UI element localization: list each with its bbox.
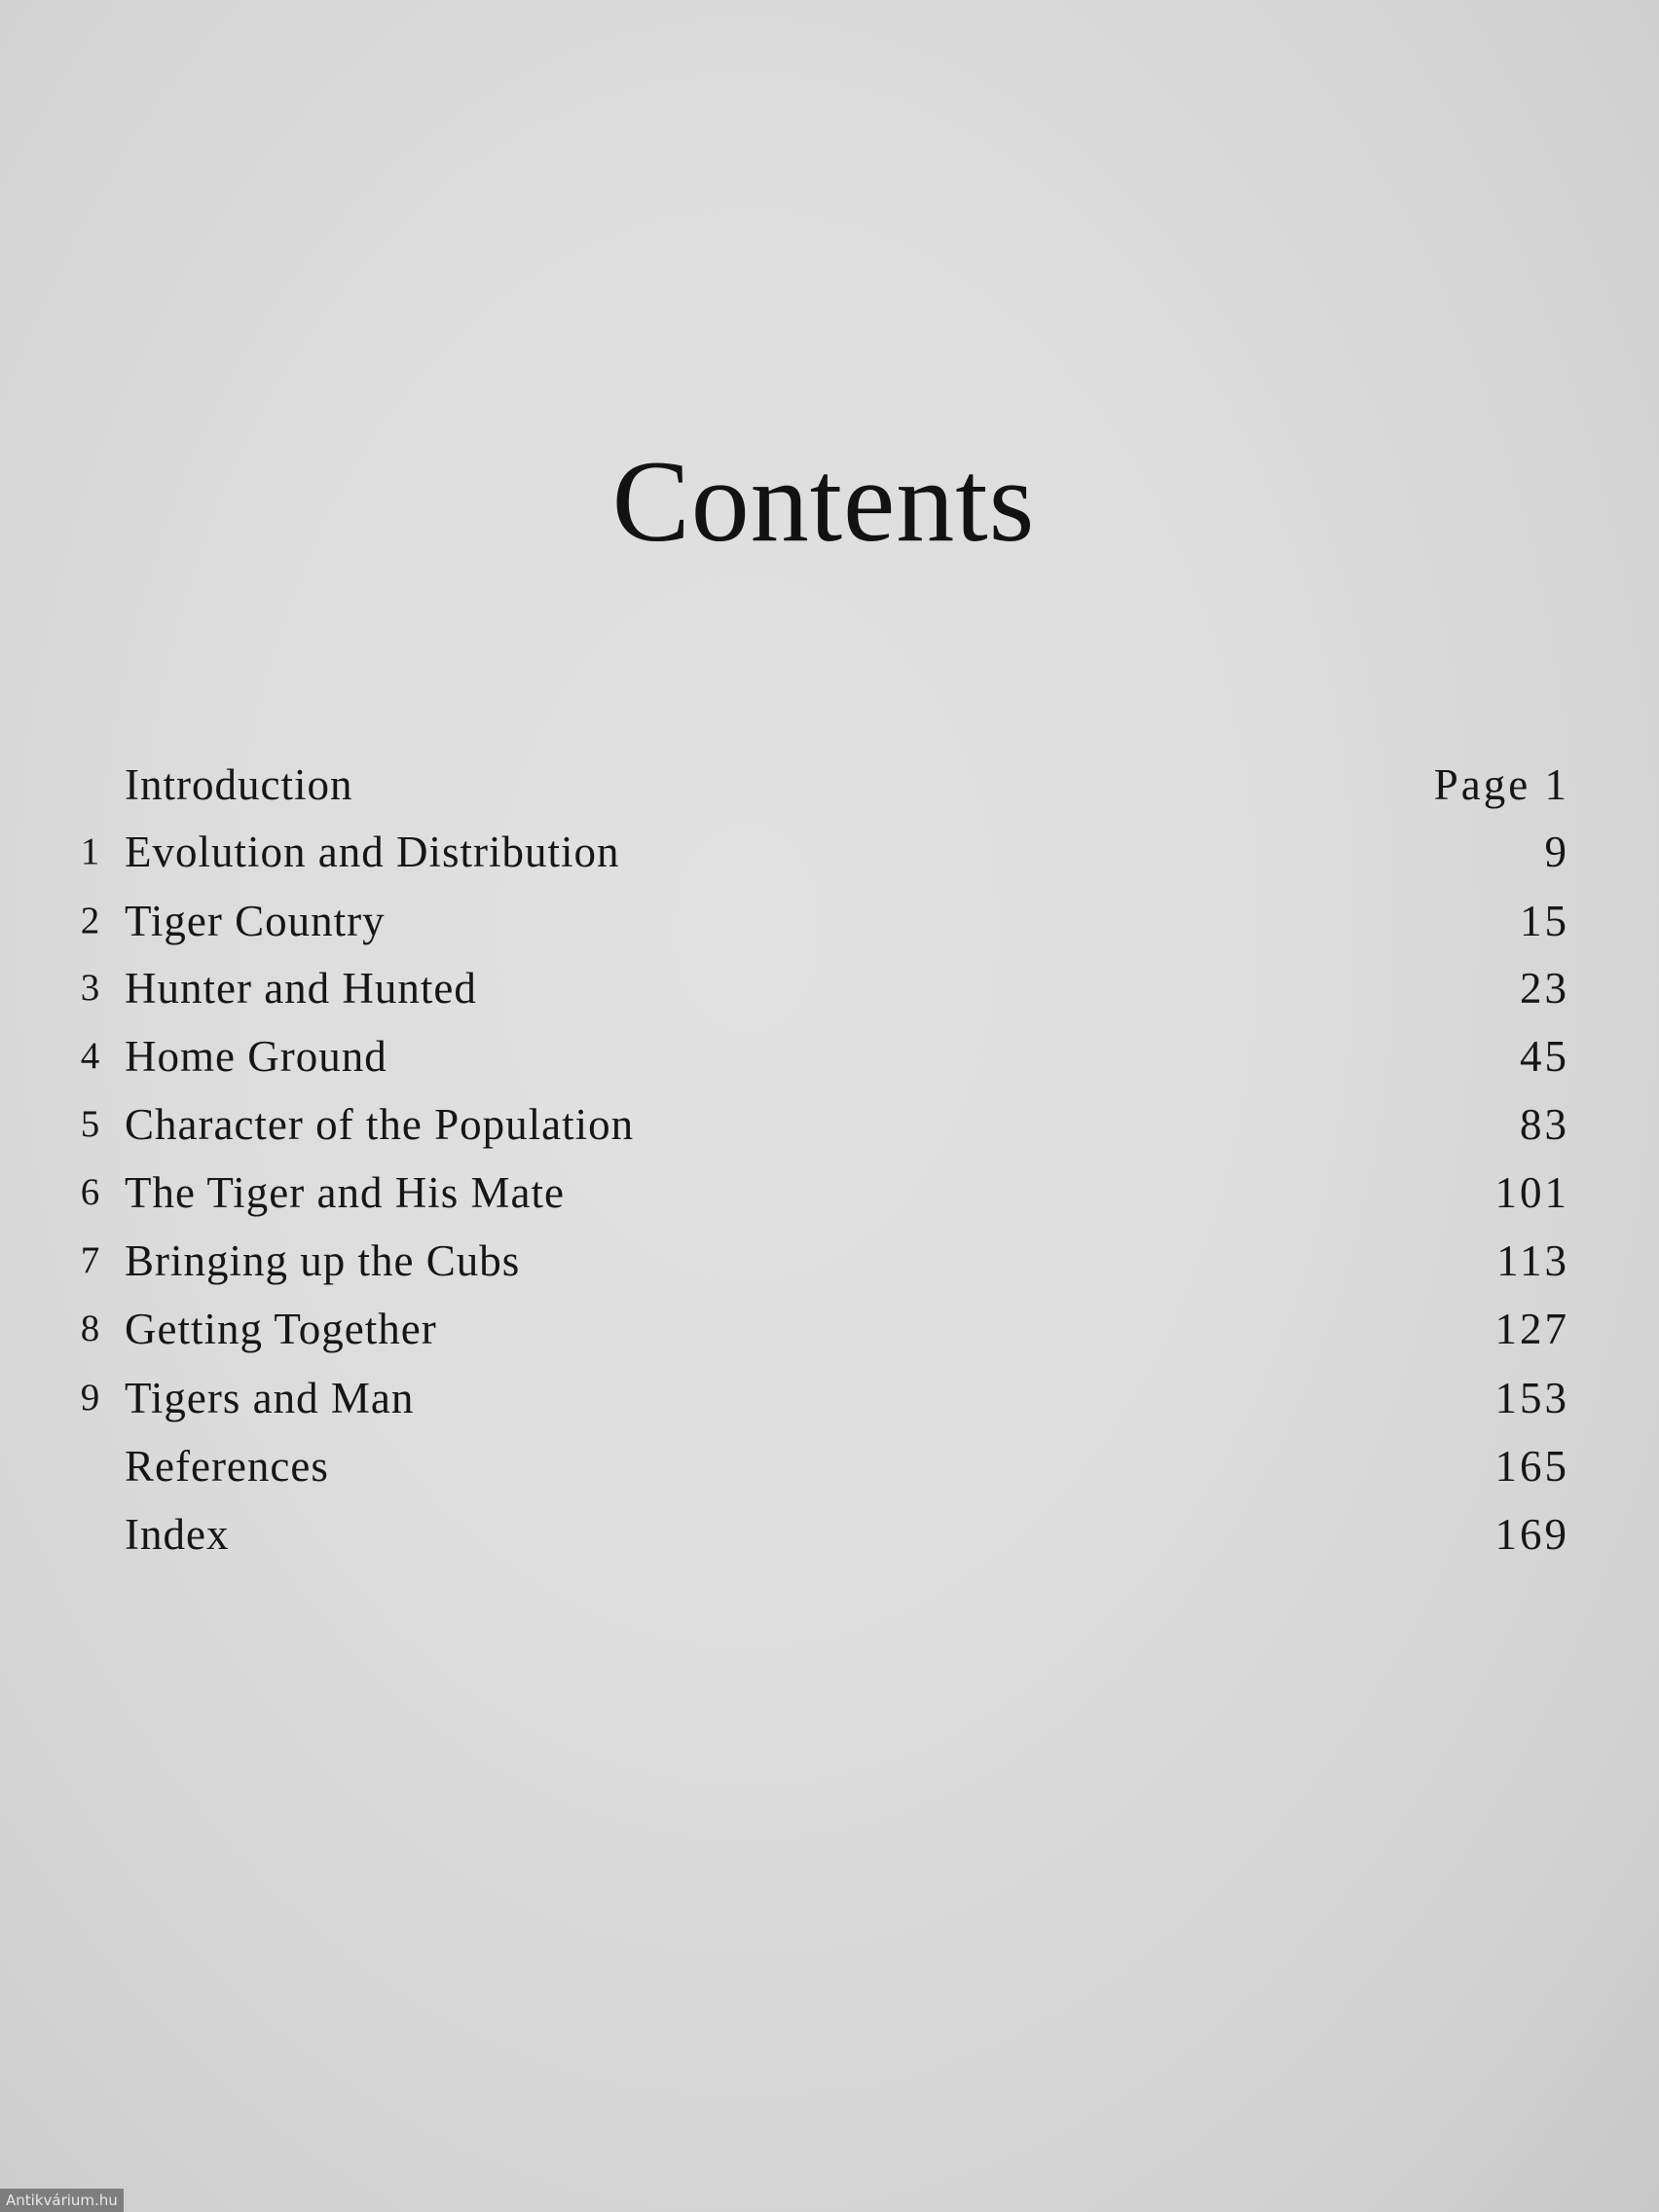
chapter-title: Introduction: [125, 760, 353, 809]
page-number: 153: [1494, 1374, 1569, 1422]
chapter-number: 7: [80, 1239, 101, 1281]
page-number: 113: [1496, 1236, 1569, 1285]
toc-entry-index: [0, 1500, 1659, 1568]
chapter-number: 3: [80, 967, 101, 1009]
chapter-title: Home Ground: [125, 1032, 387, 1081]
watermark: Antikvárium.hu: [0, 2189, 124, 2212]
toc-entry-introduction: [0, 751, 1659, 819]
toc-entry-chapter-8: [0, 1295, 1659, 1363]
chapter-title: References: [125, 1442, 329, 1491]
chapter-title: Hunter and Hunted: [125, 964, 477, 1013]
chapter-title: Getting Together: [125, 1305, 437, 1353]
page-number: 101: [1494, 1168, 1569, 1217]
page-title: Contents: [611, 436, 1036, 566]
chapter-number: 6: [80, 1171, 101, 1213]
page-number: 23: [1520, 964, 1569, 1013]
chapter-title: Evolution and Distribution: [125, 828, 620, 876]
chapter-number: 8: [80, 1308, 101, 1349]
page-number: 15: [1520, 897, 1569, 945]
toc-entry-chapter-2: [0, 887, 1659, 955]
chapter-title: Tiger Country: [125, 897, 386, 945]
toc-entry-chapter-5: [0, 1090, 1659, 1159]
page-number: 169: [1494, 1510, 1569, 1559]
chapter-title: Character of the Population: [125, 1100, 635, 1149]
page-number: 45: [1520, 1032, 1569, 1081]
chapter-number: 5: [80, 1103, 101, 1145]
page-number: 127: [1494, 1305, 1569, 1353]
chapter-title: Index: [125, 1510, 230, 1559]
chapter-number: 4: [80, 1035, 101, 1077]
chapter-title: The Tiger and His Mate: [125, 1168, 565, 1217]
toc-entry-chapter-7: [0, 1227, 1659, 1295]
page-number: Page 1: [1433, 760, 1569, 809]
chapter-number: 9: [80, 1377, 101, 1419]
toc-entry-chapter-6: [0, 1159, 1659, 1227]
toc-entry-chapter-1: [0, 818, 1659, 886]
page-number: 165: [1494, 1442, 1569, 1491]
toc-entry-chapter-9: [0, 1364, 1659, 1432]
chapter-number: 2: [80, 900, 101, 941]
chapter-number: 1: [80, 830, 101, 872]
page-number: 9: [1544, 828, 1569, 876]
chapter-title: Bringing up the Cubs: [125, 1236, 521, 1285]
toc-entry-chapter-3: [0, 954, 1659, 1022]
chapter-title: Tigers and Man: [125, 1374, 415, 1422]
page-number: 83: [1520, 1100, 1569, 1149]
toc-entry-references: [0, 1432, 1659, 1500]
toc-entry-chapter-4: [0, 1022, 1659, 1090]
